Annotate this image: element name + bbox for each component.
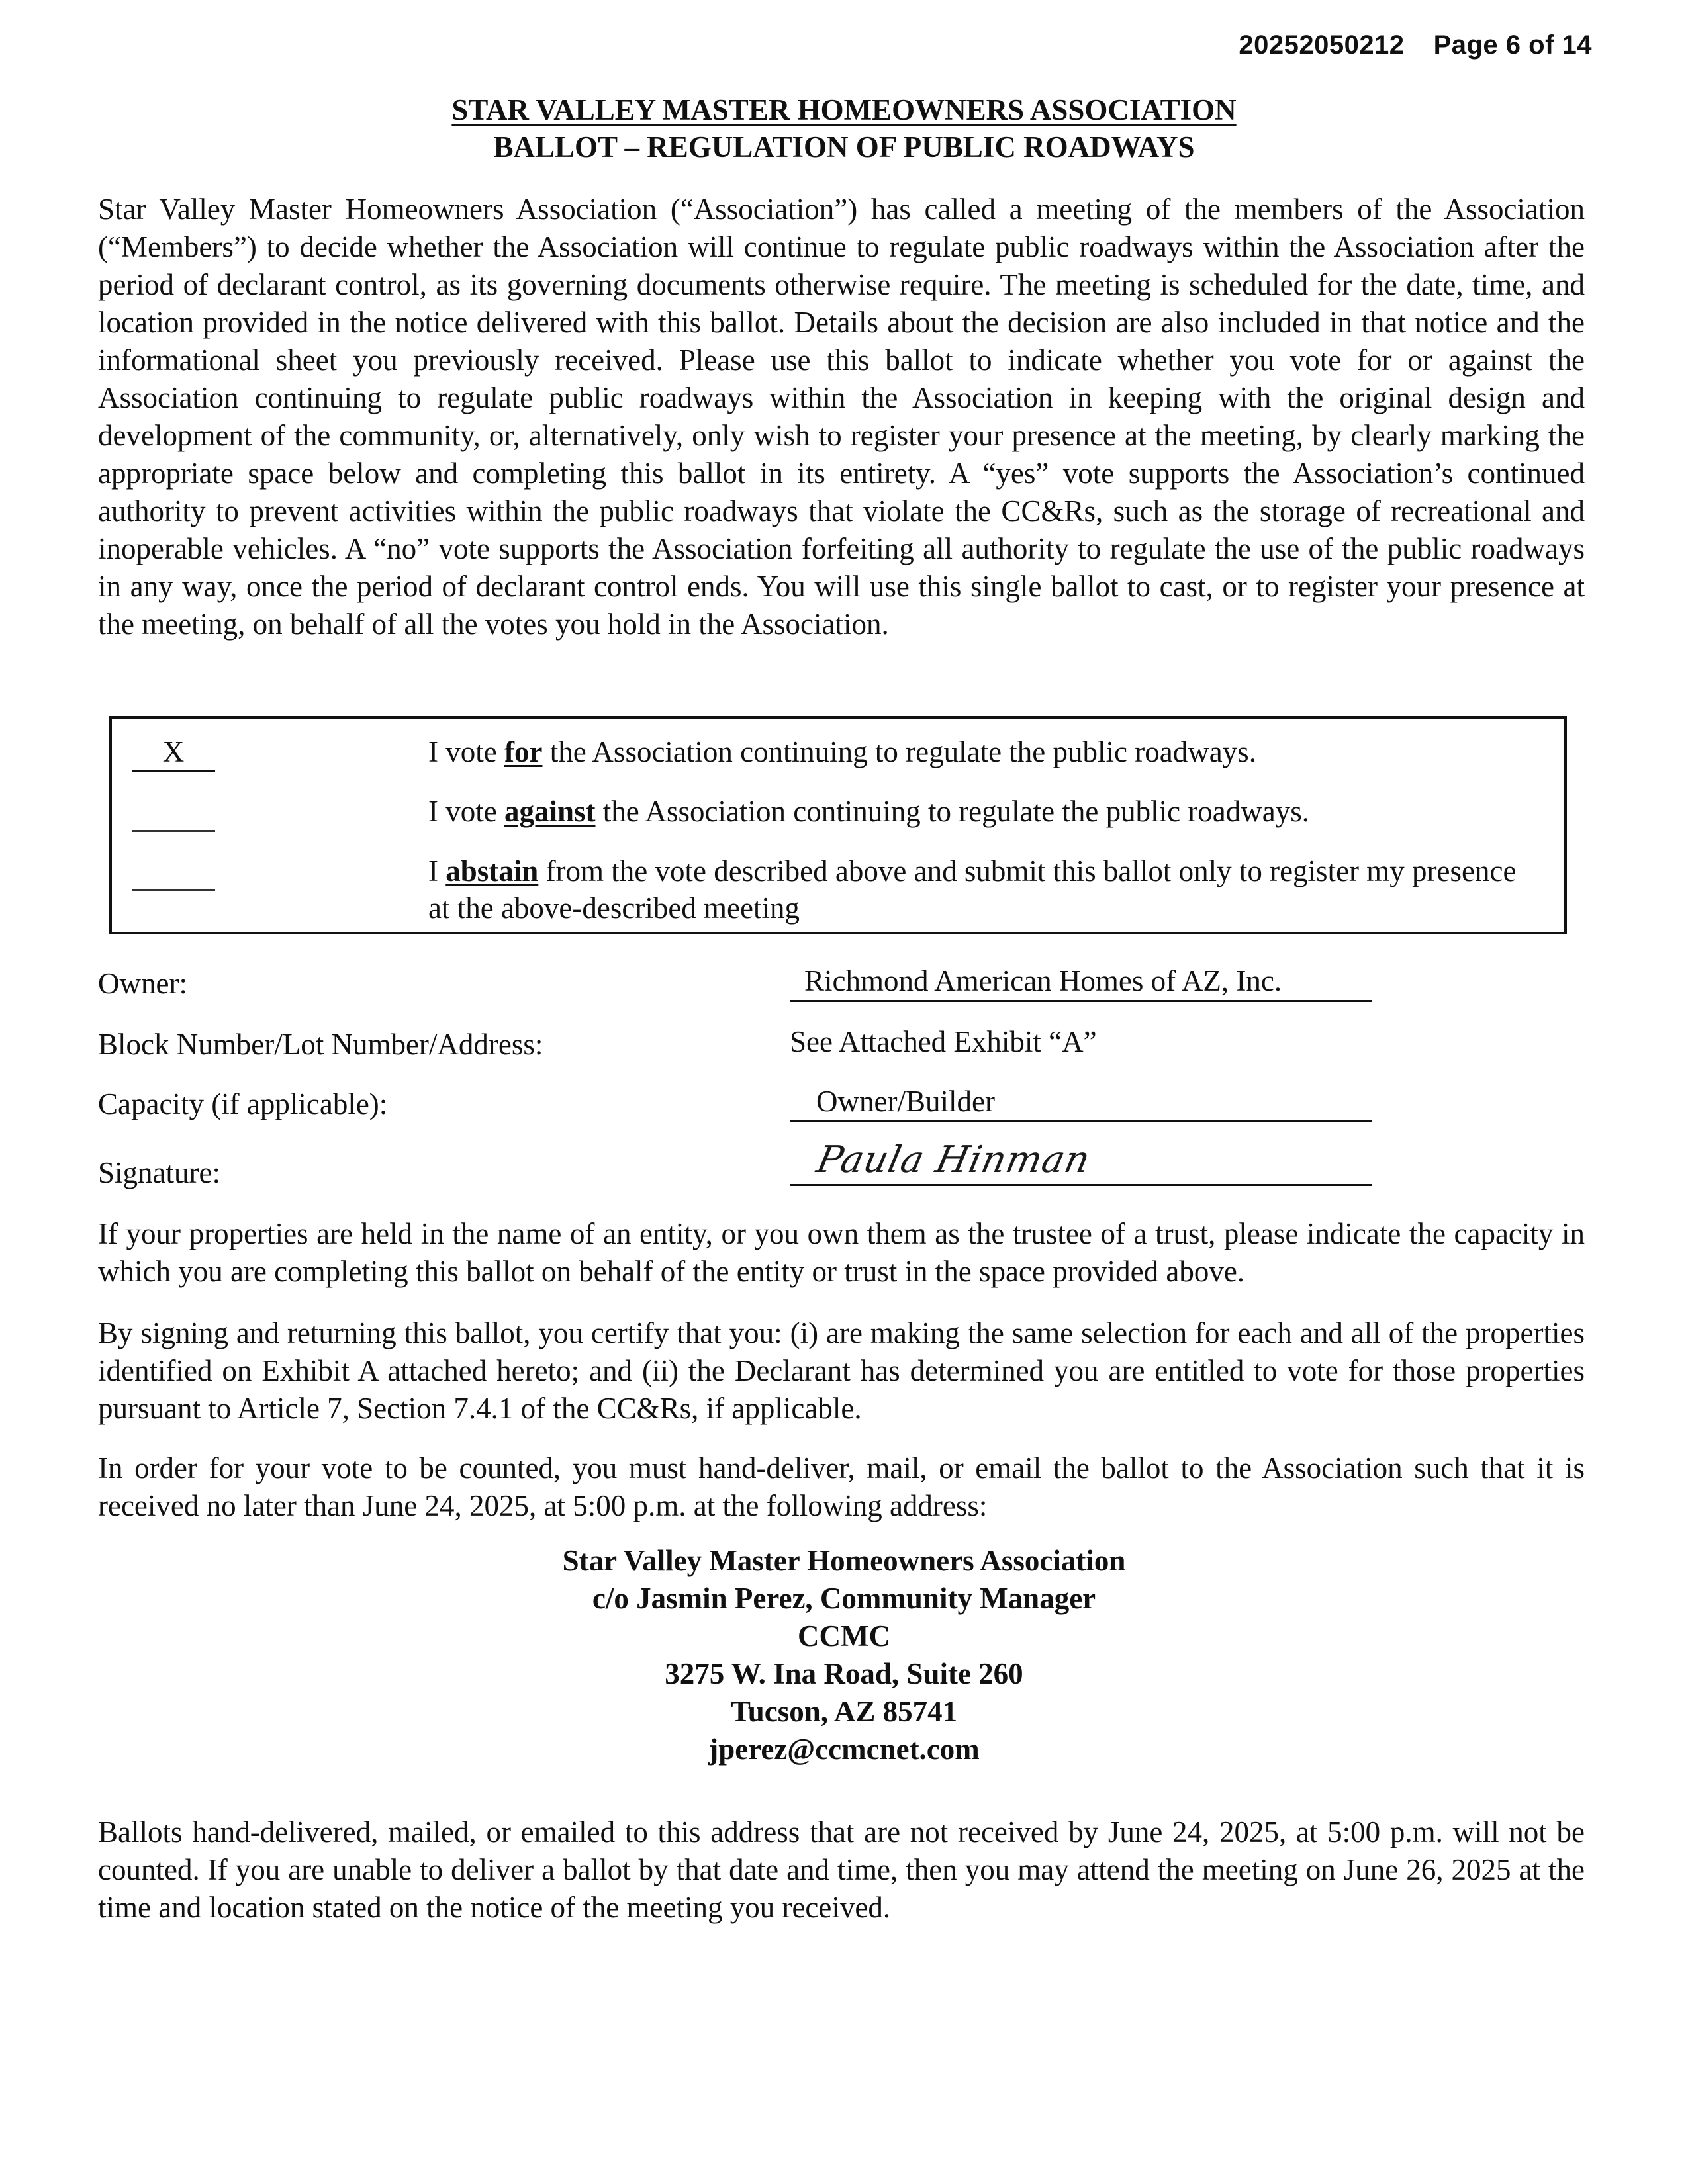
document-title: [0, 91, 1688, 165]
vote-mark-blank[interactable]: X: [132, 733, 215, 772]
document-number: 20252050212: [1239, 30, 1405, 60]
address-row: [98, 1027, 1587, 1073]
ballot-options-box: [109, 716, 1567, 934]
address-line-manager: c/o Jasmin Perez, Community Manager: [592, 1582, 1096, 1615]
capacity-row: [98, 1087, 1587, 1133]
page-number: Page 6 of 14: [1433, 30, 1592, 60]
recording-stamp: [1239, 30, 1592, 60]
vote-option-label: I abstain from the vote described above and submit this ballot only to register my presence at the above-described meeting: [428, 854, 1517, 925]
capacity-label: Capacity (if applicable):: [98, 1087, 388, 1120]
owner-row: [98, 966, 1587, 1013]
vote-mark-blank[interactable]: [132, 793, 215, 832]
address-label: Block Number/Lot Number/Address:: [98, 1028, 543, 1061]
signature-label: Signature:: [98, 1156, 220, 1189]
vote-option-label: I vote for the Association continuing to regulate the public roadways.: [428, 735, 1256, 768]
address-line-street: 3275 W. Ina Road, Suite 260: [665, 1657, 1023, 1690]
address-line-company: CCMC: [798, 1619, 890, 1653]
owner-field[interactable]: Richmond American Homes of AZ, Inc.: [790, 964, 1372, 1002]
vote-option-label: I vote against the Association continuing to regulate the public roadways.: [428, 795, 1310, 828]
address-line-email[interactable]: jperez@ccmcnet.com: [708, 1733, 980, 1766]
owner-label: Owner:: [98, 967, 187, 1000]
address-line-association: Star Valley Master Homeowners Association: [562, 1544, 1126, 1577]
deadline-paragraph: In order for your vote to be counted, you must hand-deliver, mail, or email the ballot to the Association such that it is received no later than June 24, 2025, at 5:00 p.m. at the following address:: [98, 1451, 1585, 1522]
address-field[interactable]: See Attached Exhibit “A”: [790, 1025, 1097, 1058]
closing-paragraph: Ballots hand-delivered, mailed, or emailed to this address that are not received by June 24, 2025, at 5:00 p.m. will not be counted. If you are unable to deliver a ballot by that date and time, then you may attend the meeting on June 26, 2025 at the time and location stated on the notice of the meeting you received.: [98, 1815, 1585, 1924]
certification-paragraph: By signing and returning this ballot, you certify that you: (i) are making the same selection for each and all of the properties identified on Exhibit A attached hereto; and (ii) the Declarant has determined you are entitled to vote for those properties pursuant to Article 7, Section 7.4.1 of the CC&Rs, if applicable.: [98, 1316, 1585, 1425]
signature-field[interactable]: [790, 1138, 1372, 1186]
association-title: STAR VALLEY MASTER HOMEOWNERS ASSOCIATION: [451, 93, 1237, 126]
entity-paragraph: If your properties are held in the name of an entity, or you own them as the trustee of a trust, please indicate the capacity in which you are completing this ballot on behalf of the entity or trust in the space provided above.: [98, 1217, 1585, 1288]
mailing-address-block: [0, 1542, 1688, 1768]
vote-mark-blank[interactable]: [132, 852, 215, 891]
capacity-field[interactable]: Owner/Builder: [790, 1084, 1372, 1122]
signature-row: [98, 1138, 1587, 1193]
intro-paragraph: Star Valley Master Homeowners Association (“Association”) has called a meeting of the members of the Association (“Members”) to decide whether the Association will continue to regulate public roadways within the Association after the period of declarant control, as its governing documents otherwise require. The meeting is scheduled for the date, time, and location provided in the notice delivered with this ballot. Details about the decision are also included in that notice and the informational sheet you previously received. Please use this ballot to indicate whether you vote for or against the Association continuing to regulate public roadways within the Association in keeping with the original design and development of the community, or, alternatively, only wish to register your presence at the meeting, by clearly marking the appropriate space below and completing this ballot in its entirety. A “yes” vote supports the Association’s continued authority to prevent activities within the public roadways that violate the CC&Rs, such as the storage of recreational and inoperable vehicles. A “no” vote supports the Association forfeiting all authority to regulate the use of the public roadways in any way, once the period of declarant control ends. You will use this single ballot to cast, or to register your presence at the meeting, on behalf of all the votes you hold in the Association.: [98, 193, 1585, 641]
handwritten-signature: Paula Hinman: [813, 1138, 1095, 1181]
address-line-city: Tucson, AZ 85741: [730, 1695, 958, 1728]
ballot-title: BALLOT – REGULATION OF PUBLIC ROADWAYS: [493, 130, 1195, 163]
